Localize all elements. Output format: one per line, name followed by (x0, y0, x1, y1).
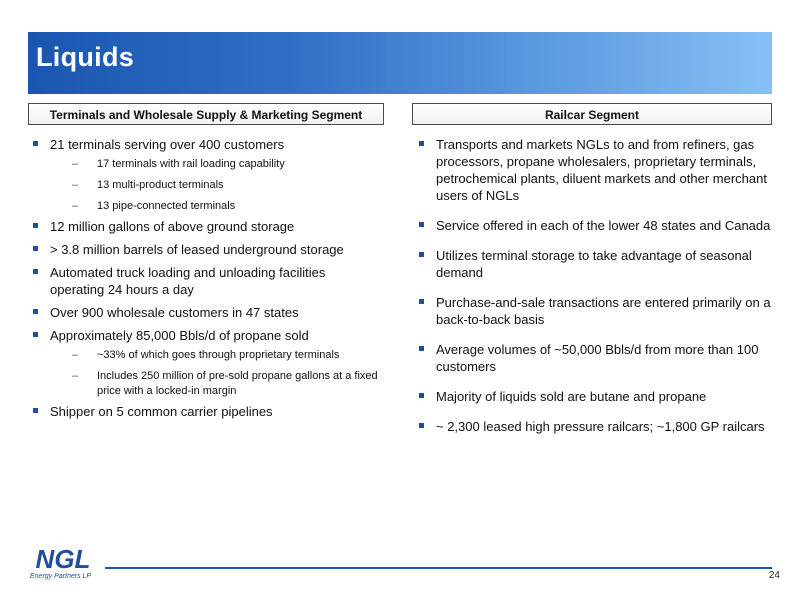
page-number: 24 (768, 570, 780, 581)
list-item (418, 247, 772, 281)
bullet-text: Approximately 85,000 Bbls/d of propane sold (50, 328, 309, 343)
square-bullet-icon (33, 332, 38, 337)
sub-list-item (50, 157, 382, 172)
bullet-text: 12 million gallons of above ground storage (50, 219, 295, 234)
bullet-text: Over 900 wholesale customers in 47 states (50, 305, 299, 320)
bullet-text: Purchase-and-sale transactions are entered primarily on a back-to-back basis (436, 295, 771, 327)
ngl-logo-icon (34, 543, 92, 573)
square-bullet-icon (33, 408, 38, 413)
list-item (418, 418, 772, 435)
bullet-text: Average volumes of ~50,000 Bbls/d from more than 100 customers (436, 342, 759, 374)
bullet-text: Utilizes terminal storage to take advantage of seasonal demand (436, 248, 752, 280)
sub-list-item (50, 348, 382, 363)
footer-divider (105, 567, 772, 569)
square-bullet-icon (419, 141, 424, 146)
list-item (32, 304, 382, 321)
railcar-bullet-list (418, 136, 772, 435)
list-item (32, 136, 382, 214)
list-item (418, 388, 772, 405)
sub-list-item (50, 369, 382, 399)
dash-icon: – (72, 158, 79, 170)
sub-bullet-text: 13 pipe-connected terminals (97, 200, 236, 212)
list-item (32, 264, 382, 298)
bullet-text: Majority of liquids sold are butane and propane (436, 389, 707, 404)
railcar-segment-header: Railcar Segment (412, 103, 772, 125)
square-bullet-icon (419, 346, 424, 351)
title-bar (28, 32, 772, 94)
sub-list-item (50, 178, 382, 193)
dash-icon: – (72, 370, 79, 382)
sub-bullet-text: 17 terminals with rail loading capability (97, 158, 285, 170)
list-item (418, 217, 772, 234)
list-item (32, 218, 382, 235)
list-item (32, 241, 382, 258)
square-bullet-icon (33, 141, 38, 146)
list-item (32, 327, 382, 399)
list-item (32, 403, 382, 420)
square-bullet-icon (419, 393, 424, 398)
sub-bullet-text: Includes 250 million of pre-sold propane gallons at a fixed price with a locked-in margin (97, 370, 378, 397)
sub-list-item (50, 199, 382, 214)
logo-text: NGL (35, 544, 91, 573)
dash-icon: – (72, 200, 79, 212)
bullet-text: Transports and markets NGLs to and from refiners, gas processors, propane wholesalers, proprietary terminals, petrochemical plants, diluent markets and other merchant users of NGLs (436, 137, 767, 203)
terminals-segment-column (32, 136, 382, 426)
bullet-text: 21 terminals serving over 400 customers (50, 137, 285, 152)
railcar-segment-column (418, 136, 772, 448)
bullet-text: Service offered in each of the lower 48 states and Canada (436, 218, 771, 233)
sub-bullet-list (50, 348, 382, 399)
bullet-text: > 3.8 million barrels of leased underground storage (50, 242, 344, 257)
square-bullet-icon (419, 423, 424, 428)
page-title: Liquids (36, 42, 135, 72)
sub-bullet-text: ~33% of which goes through proprietary terminals (97, 349, 340, 361)
square-bullet-icon (33, 269, 38, 274)
list-item (418, 136, 772, 204)
terminals-bullet-list (32, 136, 382, 420)
square-bullet-icon (419, 252, 424, 257)
dash-icon: – (72, 179, 79, 191)
ngl-logo (30, 543, 98, 585)
bullet-text: Shipper on 5 common carrier pipelines (50, 404, 273, 419)
square-bullet-icon (419, 299, 424, 304)
square-bullet-icon (33, 309, 38, 314)
terminals-segment-header: Terminals and Wholesale Supply & Marketing Segment (28, 103, 384, 125)
dash-icon: – (72, 349, 79, 361)
list-item (418, 341, 772, 375)
bullet-text: ~ 2,300 leased high pressure railcars; ~1,800 GP railcars (436, 419, 765, 434)
logo-tagline: Energy Partners LP (30, 573, 92, 580)
square-bullet-icon (33, 246, 38, 251)
square-bullet-icon (33, 223, 38, 228)
sub-bullet-list (50, 157, 382, 214)
bullet-text: Automated truck loading and unloading facilities operating 24 hours a day (50, 265, 326, 297)
list-item (418, 294, 772, 328)
sub-bullet-text: 13 multi-product terminals (97, 179, 224, 191)
square-bullet-icon (419, 222, 424, 227)
